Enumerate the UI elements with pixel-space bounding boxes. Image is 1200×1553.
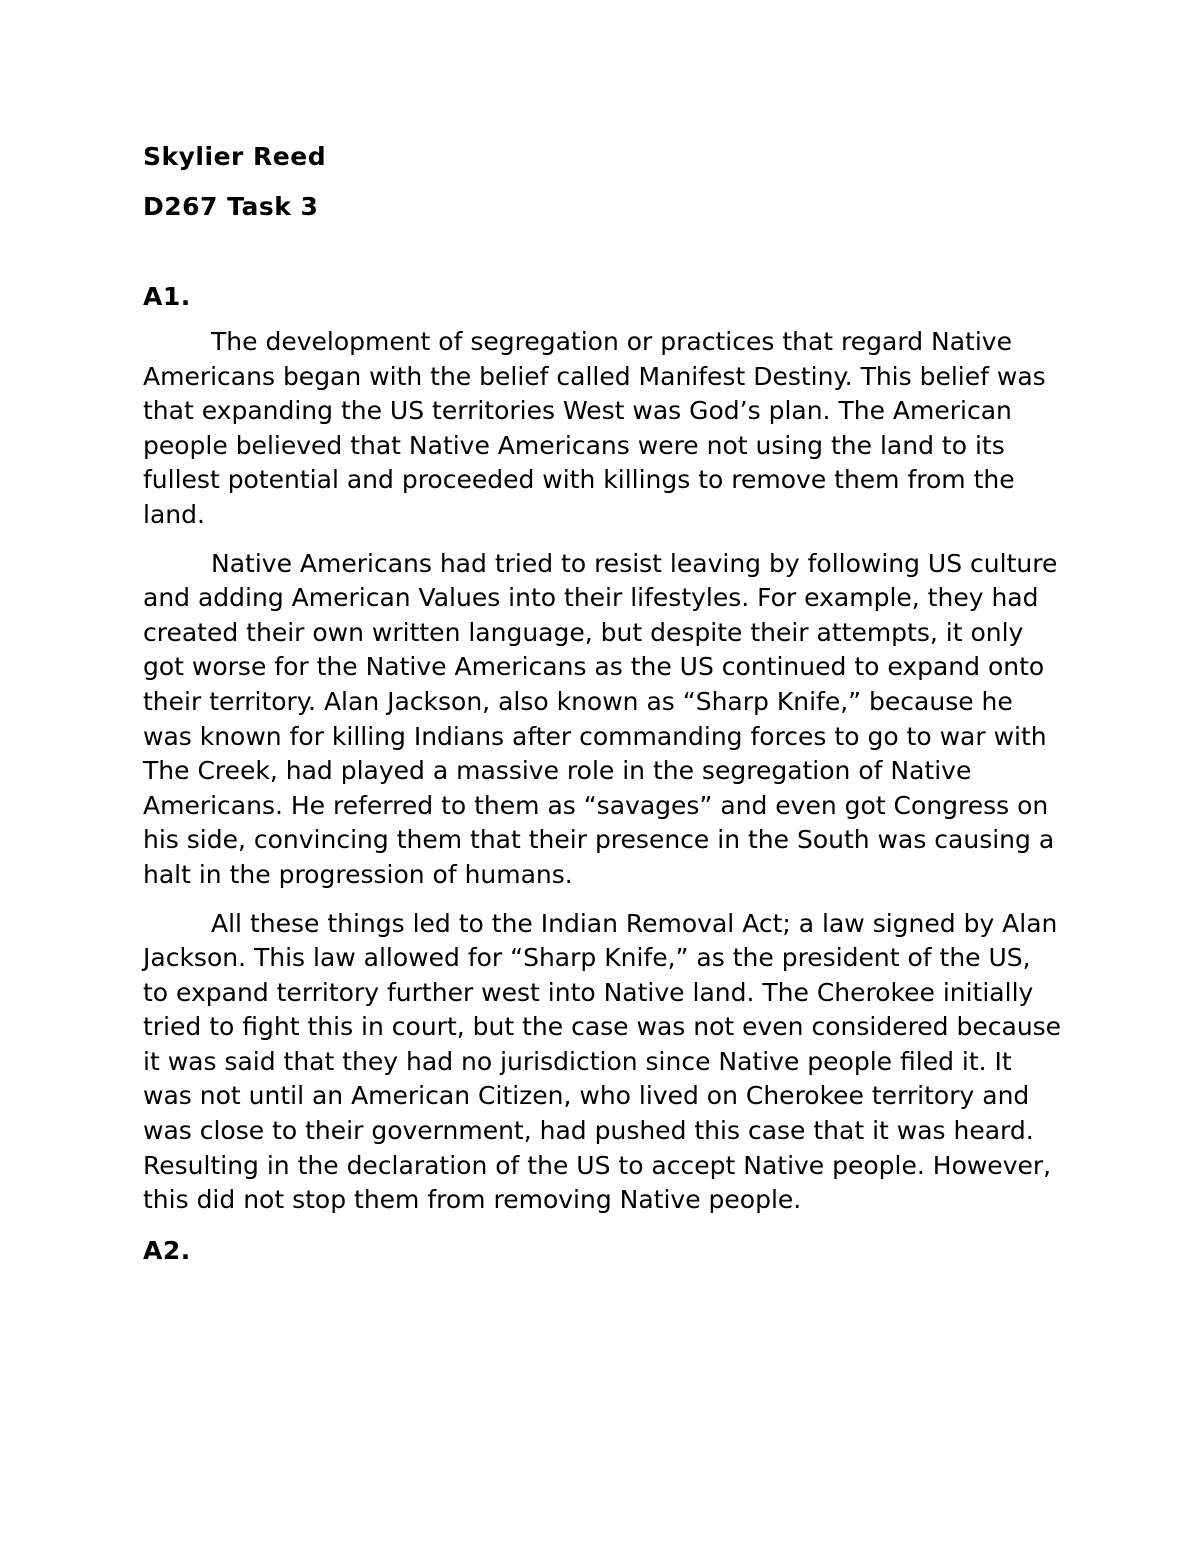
paragraph-2: Native Americans had tried to resist leaving by following US culture and adding American Values into their lifestyles. For example, they had created their own written language, but despite their attempts, it only got worse for the Native Americans as the US continued to expand onto their territory. Alan Jackson, also known as “Sharp Knife,” because he was known for killing Indians after commanding forces to go to war with The Creek, had played a massive role in the segregation of Native Americans. He referred to them as “savages” and even got Congress on his side, convincing them that their presence in the South was causing a halt in the progression of humans. bbox=[143, 548, 1058, 889]
course-title: D267 Task 3 bbox=[143, 192, 319, 221]
section-heading-a1: A1. bbox=[143, 282, 191, 311]
section-heading-a2: A2. bbox=[143, 1235, 191, 1265]
paragraph-3: All these things led to the Indian Removal Act; a law signed by Alan Jackson. This law allowed for “Sharp Knife,” as the president of the US, to expand territory further west into Native land. The Cherokee initially tried to fight this in court, but the case was not even considered because it was said that they had no jurisdiction since Native people filed it. It was not until an American Citizen, who lived on Cherokee territory and was close to their government, had pushed this case that it was heard. Resulting in the declaration of the US to accept Native people. However, this did not stop them from removing Native people. bbox=[143, 908, 1062, 1215]
author-name: Skylier Reed bbox=[143, 142, 327, 171]
paragraph-1: The development of segregation or practices that regard Native Americans began with the belief called Manifest Destiny. This belief was that expanding the US territories West was God’s plan. The American people believed that Native Americans were not using the land to its fullest potential and proceeded with killings to remove them from the land. bbox=[143, 327, 1046, 529]
document-body bbox=[143, 138, 1063, 1270]
